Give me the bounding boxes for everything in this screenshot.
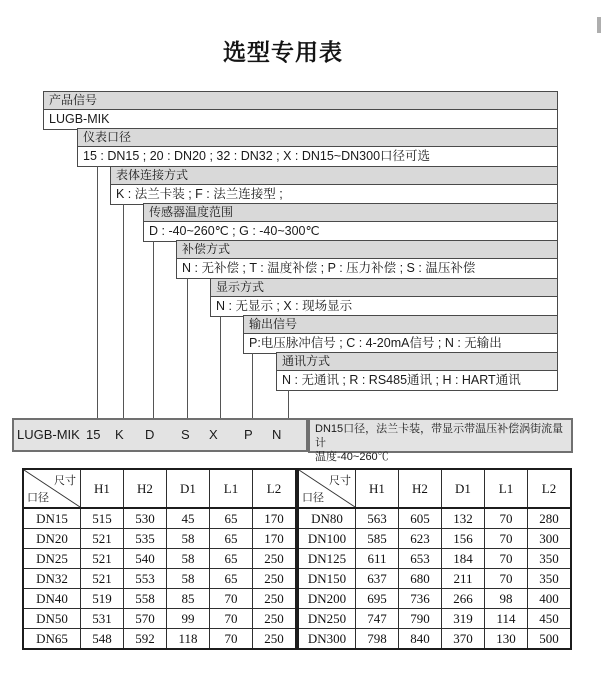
- value-cell: 605: [399, 508, 442, 529]
- column-header: H2: [399, 469, 442, 508]
- value-cell: 280: [528, 508, 572, 529]
- table-row: [298, 589, 571, 609]
- value-cell: 250: [253, 549, 297, 569]
- model-code-6: P: [244, 427, 253, 442]
- option-box-1: [43, 91, 558, 130]
- option-box-value: 15 : DN15 ; 20 : DN20 ; 32 : DN32 ; X : DN15~DN300口径可选: [83, 149, 431, 163]
- dn-cell: DN300: [298, 629, 356, 650]
- model-code-7: N: [272, 427, 282, 442]
- value-cell: 250: [253, 589, 297, 609]
- option-box-value: N : 无补偿 ; T : 温度补偿 ; P : 压力补偿 ; S : 温压补偿: [182, 261, 476, 275]
- dimension-table-right: [297, 468, 572, 650]
- value-cell: 170: [253, 508, 297, 529]
- column-header: H2: [124, 469, 167, 508]
- value-cell: 300: [528, 529, 572, 549]
- table-row: [23, 569, 296, 589]
- dn-cell: DN32: [23, 569, 81, 589]
- column-header: D1: [167, 469, 210, 508]
- value-cell: 118: [167, 629, 210, 650]
- value-cell: 250: [253, 569, 297, 589]
- value-cell: 370: [442, 629, 485, 650]
- option-box-label: 通讯方式: [277, 353, 557, 371]
- value-cell: 70: [485, 569, 528, 589]
- option-box-5: [176, 240, 558, 279]
- table-row: [298, 549, 571, 569]
- table-row: [23, 589, 296, 609]
- connector-line-5: [220, 316, 221, 418]
- dn-cell: DN20: [23, 529, 81, 549]
- option-box-value: N : 无显示 ; X : 现场显示: [216, 299, 353, 313]
- value-cell: 592: [124, 629, 167, 650]
- value-cell: 130: [485, 629, 528, 650]
- corner-label-size: 尺寸: [329, 475, 351, 487]
- value-cell: 736: [399, 589, 442, 609]
- option-box-label: 传感器温度范围: [144, 204, 557, 222]
- option-box-value: P:电压脉冲信号 ; C : 4-20mA信号 ; N : 无输出: [249, 336, 502, 350]
- value-cell: 521: [81, 549, 124, 569]
- corner-header-cell: [23, 469, 81, 508]
- dn-cell: DN250: [298, 609, 356, 629]
- value-cell: 611: [356, 549, 399, 569]
- page-title: 选型专用表: [223, 39, 343, 65]
- table-row: [298, 569, 571, 589]
- value-cell: 350: [528, 549, 572, 569]
- value-cell: 637: [356, 569, 399, 589]
- column-header: L1: [210, 469, 253, 508]
- option-box-label: 仪表口径: [78, 129, 557, 147]
- option-box-8: [276, 352, 558, 391]
- model-code-1: 15: [86, 427, 101, 442]
- connector-line-4: [187, 278, 188, 418]
- table-row: [23, 629, 296, 650]
- model-description-box: [308, 418, 573, 463]
- option-box-6: [210, 278, 558, 317]
- option-box-value: K : 法兰卡装 ; F : 法兰连接型 ;: [116, 187, 283, 201]
- value-cell: 519: [81, 589, 124, 609]
- value-cell: 585: [356, 529, 399, 549]
- value-cell: 540: [124, 549, 167, 569]
- option-box-label: 表体连接方式: [111, 167, 557, 185]
- option-box-value: N : 无通讯 ; R : RS485通讯 ; H : HART通讯: [282, 373, 521, 387]
- value-cell: 98: [485, 589, 528, 609]
- value-cell: 211: [442, 569, 485, 589]
- column-header: H1: [356, 469, 399, 508]
- option-box-value: D : -40~260℃ ; G : -40~300℃: [149, 224, 320, 238]
- value-cell: 521: [81, 529, 124, 549]
- value-cell: 840: [399, 629, 442, 650]
- value-cell: 521: [81, 569, 124, 589]
- value-cell: 45: [167, 508, 210, 529]
- value-cell: 65: [210, 569, 253, 589]
- connector-line-3: [153, 241, 154, 418]
- value-cell: 58: [167, 569, 210, 589]
- model-code-3: D: [145, 427, 155, 442]
- option-box-3: [110, 166, 558, 205]
- value-cell: 747: [356, 609, 399, 629]
- value-cell: 790: [399, 609, 442, 629]
- value-cell: 553: [124, 569, 167, 589]
- value-cell: 623: [399, 529, 442, 549]
- model-code-5: X: [209, 427, 218, 442]
- dn-cell: DN40: [23, 589, 81, 609]
- model-description-line2: 温度-40~260℃: [315, 451, 389, 463]
- dn-cell: DN150: [298, 569, 356, 589]
- value-cell: 184: [442, 549, 485, 569]
- dimension-table-left: [22, 468, 297, 650]
- model-code-4: S: [181, 427, 190, 442]
- connector-line-1: [97, 166, 98, 418]
- value-cell: 70: [210, 629, 253, 650]
- connector-line-7: [288, 390, 289, 418]
- option-box-label: 产品信号: [44, 92, 557, 110]
- connector-line-2: [123, 204, 124, 418]
- model-code-strip: [12, 418, 308, 452]
- value-cell: 563: [356, 508, 399, 529]
- option-box-2: [77, 128, 558, 167]
- column-header: H1: [81, 469, 124, 508]
- option-box-value: LUGB-MIK: [49, 112, 110, 126]
- value-cell: 695: [356, 589, 399, 609]
- value-cell: 680: [399, 569, 442, 589]
- table-row: [23, 609, 296, 629]
- value-cell: 250: [253, 609, 297, 629]
- dn-cell: DN15: [23, 508, 81, 529]
- value-cell: 70: [210, 609, 253, 629]
- dn-cell: DN25: [23, 549, 81, 569]
- connector-line-6: [252, 353, 253, 418]
- value-cell: 99: [167, 609, 210, 629]
- value-cell: 250: [253, 629, 297, 650]
- table-row: [298, 609, 571, 629]
- dn-cell: DN80: [298, 508, 356, 529]
- value-cell: 114: [485, 609, 528, 629]
- dn-cell: DN200: [298, 589, 356, 609]
- value-cell: 570: [124, 609, 167, 629]
- value-cell: 653: [399, 549, 442, 569]
- dimension-table: [22, 468, 572, 650]
- option-box-4: [143, 203, 558, 242]
- option-box-label: 显示方式: [211, 279, 557, 297]
- value-cell: 350: [528, 569, 572, 589]
- value-cell: 58: [167, 549, 210, 569]
- dn-cell: DN50: [23, 609, 81, 629]
- value-cell: 70: [210, 589, 253, 609]
- value-cell: 70: [485, 549, 528, 569]
- value-cell: 531: [81, 609, 124, 629]
- value-cell: 266: [442, 589, 485, 609]
- option-box-7: [243, 315, 558, 354]
- value-cell: 70: [485, 529, 528, 549]
- value-cell: 535: [124, 529, 167, 549]
- column-header: L2: [253, 469, 297, 508]
- column-header: D1: [442, 469, 485, 508]
- dn-cell: DN100: [298, 529, 356, 549]
- value-cell: 500: [528, 629, 572, 650]
- value-cell: 170: [253, 529, 297, 549]
- value-cell: 450: [528, 609, 572, 629]
- value-cell: 65: [210, 549, 253, 569]
- value-cell: 558: [124, 589, 167, 609]
- value-cell: 798: [356, 629, 399, 650]
- table-row: [23, 549, 296, 569]
- value-cell: 515: [81, 508, 124, 529]
- table-row: [298, 629, 571, 650]
- table-row: [23, 529, 296, 549]
- column-header: L2: [528, 469, 572, 508]
- value-cell: 85: [167, 589, 210, 609]
- value-cell: 132: [442, 508, 485, 529]
- value-cell: 548: [81, 629, 124, 650]
- column-header: L1: [485, 469, 528, 508]
- corner-label-diameter: 口径: [27, 492, 49, 504]
- table-row: [23, 508, 296, 529]
- value-cell: 70: [485, 508, 528, 529]
- corner-label-diameter: 口径: [302, 492, 324, 504]
- page-edge-artifact: [597, 17, 601, 33]
- value-cell: 65: [210, 508, 253, 529]
- value-cell: 400: [528, 589, 572, 609]
- model-description-line1: DN15口径，法兰卡装，带显示带温压补偿涡街流量计: [315, 423, 564, 449]
- dn-cell: DN65: [23, 629, 81, 650]
- dn-cell: DN125: [298, 549, 356, 569]
- value-cell: 65: [210, 529, 253, 549]
- table-row: [298, 508, 571, 529]
- table-row: [298, 529, 571, 549]
- corner-header-cell: [298, 469, 356, 508]
- value-cell: 530: [124, 508, 167, 529]
- value-cell: 319: [442, 609, 485, 629]
- value-cell: 58: [167, 529, 210, 549]
- model-prefix: LUGB-MIK: [17, 427, 80, 442]
- corner-label-size: 尺寸: [54, 475, 76, 487]
- value-cell: 156: [442, 529, 485, 549]
- option-box-label: 输出信号: [244, 316, 557, 334]
- option-box-label: 补偿方式: [177, 241, 557, 259]
- model-code-2: K: [115, 427, 124, 442]
